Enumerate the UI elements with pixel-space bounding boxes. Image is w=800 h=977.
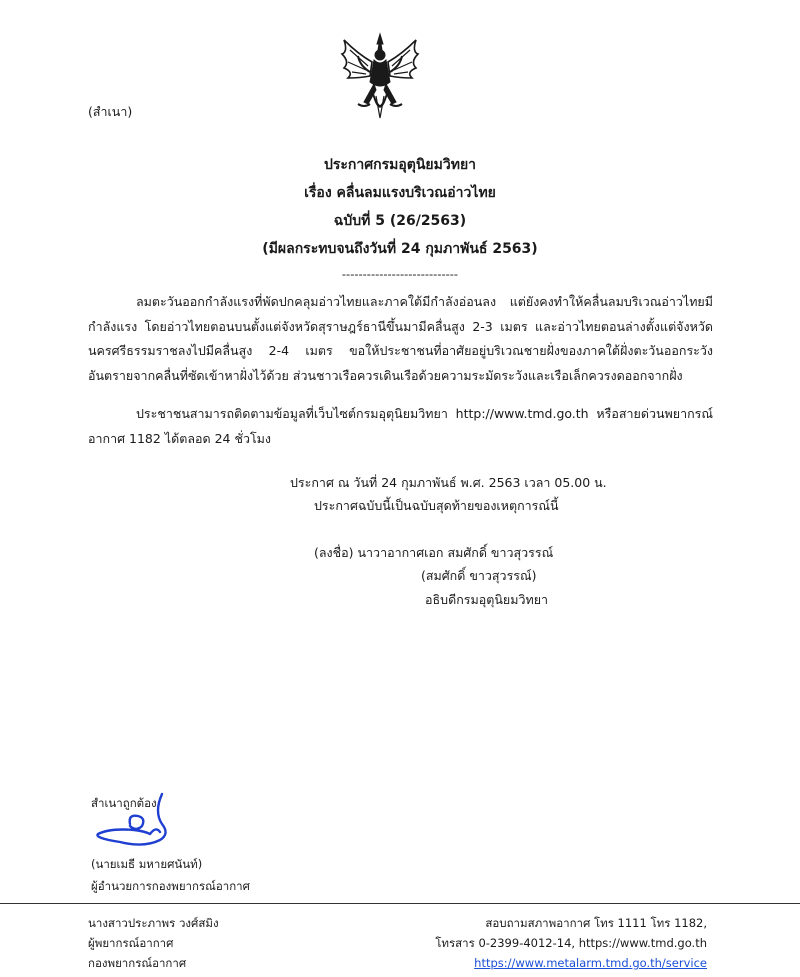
announced-datetime: ประกาศ ณ วันที่ 24 กุมภาพันธ์ พ.ศ. 2563 เวลา 05.00 น. xyxy=(290,475,607,490)
fax-line: โทรสาร 0-2399-4012-14, https://www.tmd.go.th xyxy=(435,936,707,950)
body-paragraph-1: ลมตะวันออกกำลังแรงที่พัดปกคลุมอ่าวไทยและภาคใต้มีกำลังอ่อนลง แต่ยังคงทำให้คลื่นลมบริเวณอ่าวไทยมีกำลังแรง โดยอ่าวไทยตอนบนตั้งแต่จังหวัดสุราษฎร์ธานีขึ้นมามีคลื่นสูง 2-3 เมตร และอ่าวไทยตอนล่างตั้งแต่จังหวัดนครศรีธรรมราชลงไปมีคลื่นสูง 2-4 เมตร ขอให้ประชาชนที่อาศัยอยู่บริเวณชายฝั่งของภาคใต้ฝั่งตะวันออกระวังอันตรายจากคลื่นที่ซัดเข้าหาฝั่งไว้ด้วย ส่วนชาวเรือควรเดินเรือด้วยความระมัดระวังและเรือเล็กควรงดออกจากฝั่ง xyxy=(88,294,713,383)
certifier-title: ผู้อำนวยการกองพยากรณ์อากาศ xyxy=(91,879,250,893)
handwritten-signature-icon xyxy=(90,790,180,852)
divider: ---------------------------- xyxy=(341,267,459,281)
signer-name: (สมศักดิ์ ขาวสุวรรณ์) xyxy=(421,568,537,583)
contact-name: นางสาวประภาพร วงศ์สมิง xyxy=(88,916,219,930)
metalarm-service-link[interactable]: https://www.metalarm.tmd.go.th/service xyxy=(474,956,707,970)
body-paragraph-2: ประชาชนสามารถติดตามข้อมูลที่เว็บไซต์กรมอุตุนิยมวิทยา http://www.tmd.go.th หรือสายด่วนพยากรณ์อากาศ 1182 ได้ตลอด 24 ชั่วโมง xyxy=(88,406,713,446)
certified-copy-label: สำเนาถูกต้อง xyxy=(91,796,157,810)
final-notice: ประกาศฉบับนี้เป็นฉบับสุดท้ายของเหตุการณ์นี้ xyxy=(314,498,559,513)
announcement-effective: (มีผลกระทบจนถึงวันที่ 24 กุมภาพันธ์ 2563) xyxy=(262,241,538,257)
phone-line: สอบถามสภาพอากาศ โทร 1111 โทร 1182, xyxy=(485,916,707,930)
contact-role: ผู้พยากรณ์อากาศ xyxy=(88,936,174,950)
announcement-subject: เรื่อง คลื่นลมแรงบริเวณอ่าวไทย xyxy=(304,185,496,201)
announcement-issue: ฉบับที่ 5 (26/2563) xyxy=(333,213,467,229)
copy-label: (สำเนา) xyxy=(88,104,133,119)
certifier-name: (นายเมธี มหายศนันท์) xyxy=(91,857,203,871)
garuda-emblem-icon xyxy=(338,32,422,126)
signed-line: (ลงชื่อ) นาวาอากาศเอก สมศักดิ์ ขาวสุวรรณ์ xyxy=(314,545,554,560)
contact-division: กองพยากรณ์อากาศ xyxy=(88,956,187,970)
footer-divider xyxy=(0,903,800,904)
signer-title: อธิบดีกรมอุตุนิยมวิทยา xyxy=(425,592,549,607)
announcement-title: ประกาศกรมอุตุนิยมวิทยา xyxy=(323,157,477,173)
